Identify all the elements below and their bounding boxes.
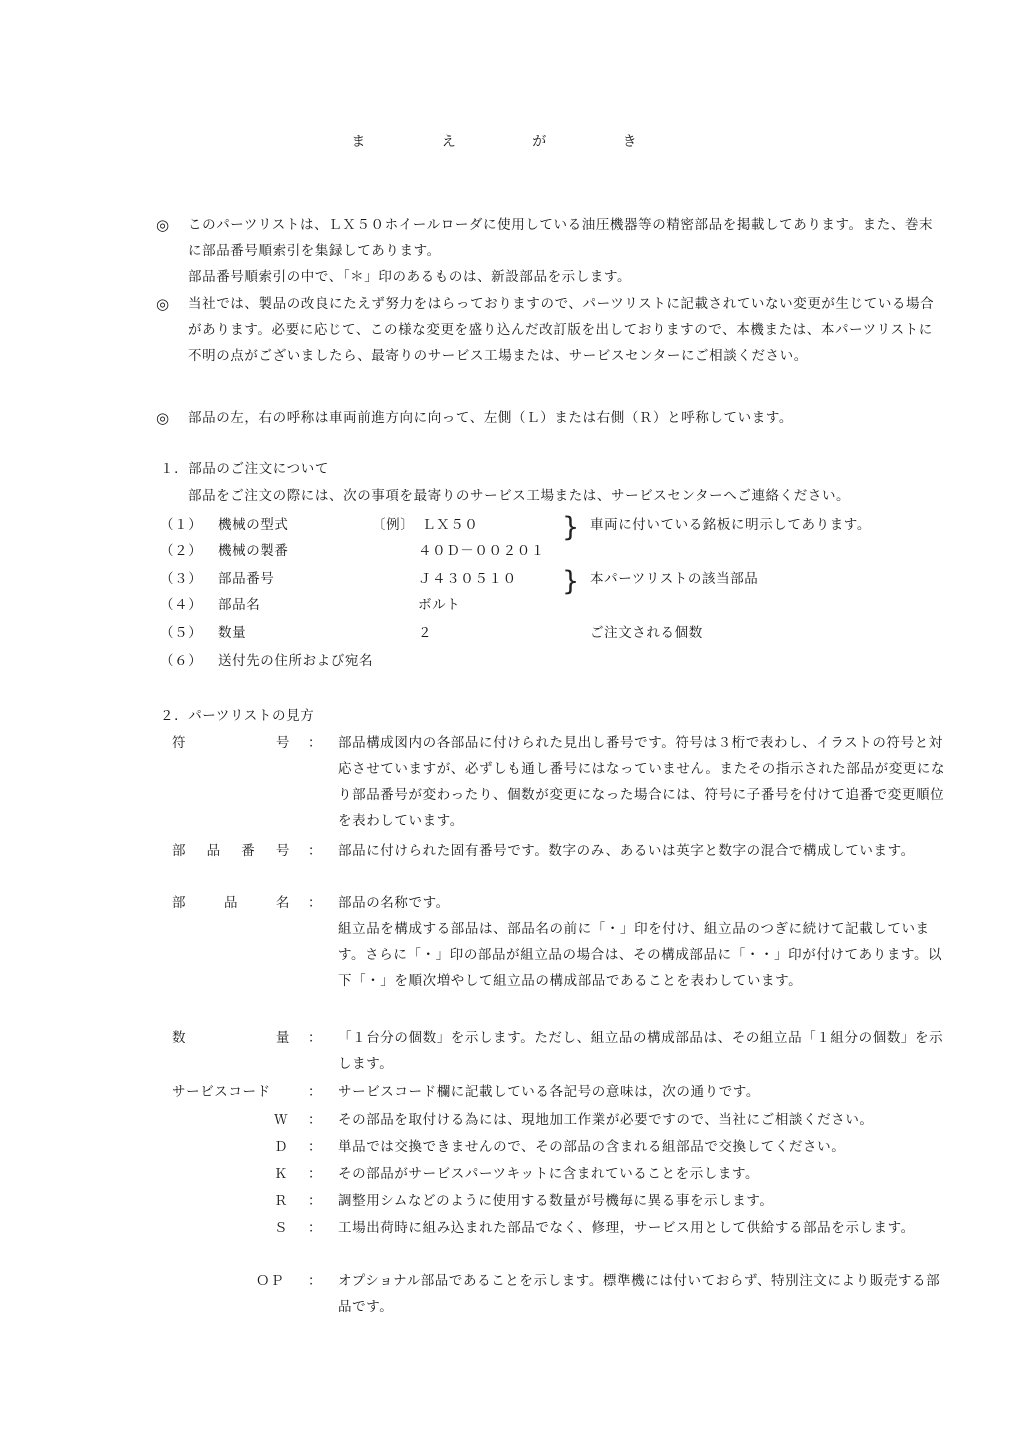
- brace-icon: }: [562, 512, 580, 543]
- service-code-letter: Ｋ: [274, 1166, 289, 1182]
- order-item-value: ２: [418, 625, 433, 641]
- order-note-qty: ご注文される個数: [590, 625, 703, 641]
- order-lead-text: 部品をご注文の際には、次の事項を最寄りのサービス工場または、サービスセンターへご連絡ください。: [188, 488, 851, 504]
- service-code-text: その部品を取付ける為には、現地加工作業が必要ですので、当社にご相談ください。: [338, 1112, 874, 1128]
- term-colon: ：: [308, 1166, 323, 1182]
- bullet-icon: ◎: [156, 216, 170, 234]
- intro-paragraph-2: 当社では、製品の改良にたえず努力をはらっておりますので、パーツリストに記載されていない変更が生じている場合があります。必要に応じて、この様な変更を盛り込んだ改訂版を出しておりますので、本機または、本パーツリストに不明の点がございましたら、最寄りのサービス工場または、サービスセンターにご相談ください。: [188, 296, 935, 364]
- intro-paragraph-3: 部品の左，右の呼称は車両前進方向に向って、左側（Ｌ）または右側（Ｒ）と呼称しています。: [188, 410, 793, 426]
- term-text-part-name-1: 部品の名称です。: [338, 895, 450, 911]
- order-item-number: （５）: [160, 625, 203, 641]
- term-text-part-number: 部品に付けられた固有番号です。数字のみ、あるいは英字と数字の混合で構成しています。: [338, 843, 915, 859]
- term-colon: ：: [308, 1139, 323, 1155]
- term-label-part-name: 部 品 名: [172, 895, 290, 911]
- order-item-value: ＬＸ５０: [422, 517, 479, 533]
- term-colon: ：: [308, 1273, 323, 1289]
- bullet-icon: ◎: [156, 295, 170, 313]
- term-colon: ：: [308, 843, 323, 859]
- term-colon: ：: [308, 1084, 323, 1100]
- order-item-label: 数量: [218, 625, 247, 641]
- term-label-service-code: サービスコード: [172, 1084, 271, 1100]
- page-title: ま え が き: [351, 134, 673, 150]
- term-text-fugou: 部品構成図内の各部品に付けられた見出し番号です。符号は３桁で表わし、イラストの符号と対応させていますが、必ずしも通し番号にはなっていません。またその指示された部品が変更になり部品番号が変わったり、個数が変更になった場合には、符号に子番号を付けて追番で変更順位を表わしています。: [338, 735, 946, 829]
- service-code-letter: ＯＰ: [256, 1273, 285, 1289]
- term-label-fugou: 符 号: [172, 735, 290, 751]
- service-code-text: 工場出荷時に組み込まれた部品でなく、修理，サービス用として供給する部品を示します。: [338, 1220, 915, 1236]
- order-note-list: 本パーツリストの該当部品: [590, 571, 759, 587]
- brace-icon: }: [562, 566, 580, 597]
- order-item-label: 部品番号: [218, 571, 275, 587]
- service-code-text: 単品では交換できませんので、その部品の含まれる組部品で交換してください。: [338, 1139, 846, 1155]
- order-item-number: （３）: [160, 571, 203, 587]
- term-colon: ：: [308, 1112, 323, 1128]
- intro-paragraph-1-note: 部品番号順索引の中で、「＊」印のあるものは、新設部品を示します。: [188, 269, 632, 285]
- service-code-text: その部品がサービスパーツキットに含まれていることを示します。: [338, 1166, 760, 1182]
- term-colon: ：: [308, 895, 323, 911]
- order-item-label: 機械の型式: [218, 517, 289, 533]
- order-item-label: 部品名: [218, 597, 261, 613]
- order-example-marker: 〔例〕: [372, 517, 415, 533]
- service-code-letter: Ｄ: [274, 1139, 289, 1155]
- order-item-number: （６）: [160, 653, 203, 669]
- term-colon: ：: [308, 1030, 323, 1046]
- order-item-number: （４）: [160, 597, 203, 613]
- order-item-value: Ｊ４３０５１０: [418, 571, 517, 587]
- service-code-letter: Ｒ: [274, 1193, 289, 1209]
- term-text-part-name-2: 組立品を構成する部品は、部品名の前に「・」印を付け、組立品のつぎに続けて記載しています。さらに「・」印の部品が組立品の場合は、その構成部品に「・・」印が付けてあります。以下「・」を順次増やして組立品の構成部品であることを表わしています。: [338, 921, 943, 989]
- order-item-value: ４０Ｄ－００２０１: [418, 543, 545, 559]
- service-code-letter: Ｗ: [274, 1112, 289, 1128]
- order-item-value: ボルト: [418, 597, 461, 613]
- service-code-letter: Ｓ: [274, 1220, 289, 1236]
- term-colon: ：: [308, 735, 323, 751]
- term-colon: ：: [308, 1220, 323, 1236]
- order-item-number: （２）: [160, 543, 203, 559]
- service-code-text: 調整用シムなどのように使用する数量が号機毎に異る事を示します。: [338, 1193, 774, 1209]
- order-item-label: 送付先の住所および宛名: [218, 653, 374, 669]
- term-text-quantity: 「１台分の個数」を示します。ただし、組立品の構成部品は、その組立品「１組分の個数」を示します。: [338, 1030, 944, 1072]
- order-item-label: 機械の製番: [218, 543, 289, 559]
- order-note-plate: 車両に付いている銘板に明示してあります。: [590, 517, 871, 533]
- term-label-quantity: 数 量: [172, 1030, 290, 1046]
- term-label-part-number: 部 品 番 号: [172, 843, 290, 859]
- term-text-service-code: サービスコード欄に記載している各記号の意味は，次の通りです。: [338, 1084, 760, 1100]
- service-code-text: オプショナル部品であることを示します。標準機には付いておらず、特別注文により販売する部品です。: [338, 1273, 941, 1315]
- term-colon: ：: [308, 1193, 323, 1209]
- intro-paragraph-1: このパーツリストは、ＬＸ５０ホイールローダに使用している油圧機器等の精密部品を掲載してあります。また、巻末に部品番号順索引を集録してあります。: [188, 217, 934, 259]
- order-item-number: （１）: [160, 517, 203, 533]
- section-heading-order: １．部品のご注文について: [160, 461, 329, 477]
- bullet-icon: ◎: [156, 409, 170, 427]
- section-heading-howto: ２．パーツリストの見方: [160, 708, 315, 724]
